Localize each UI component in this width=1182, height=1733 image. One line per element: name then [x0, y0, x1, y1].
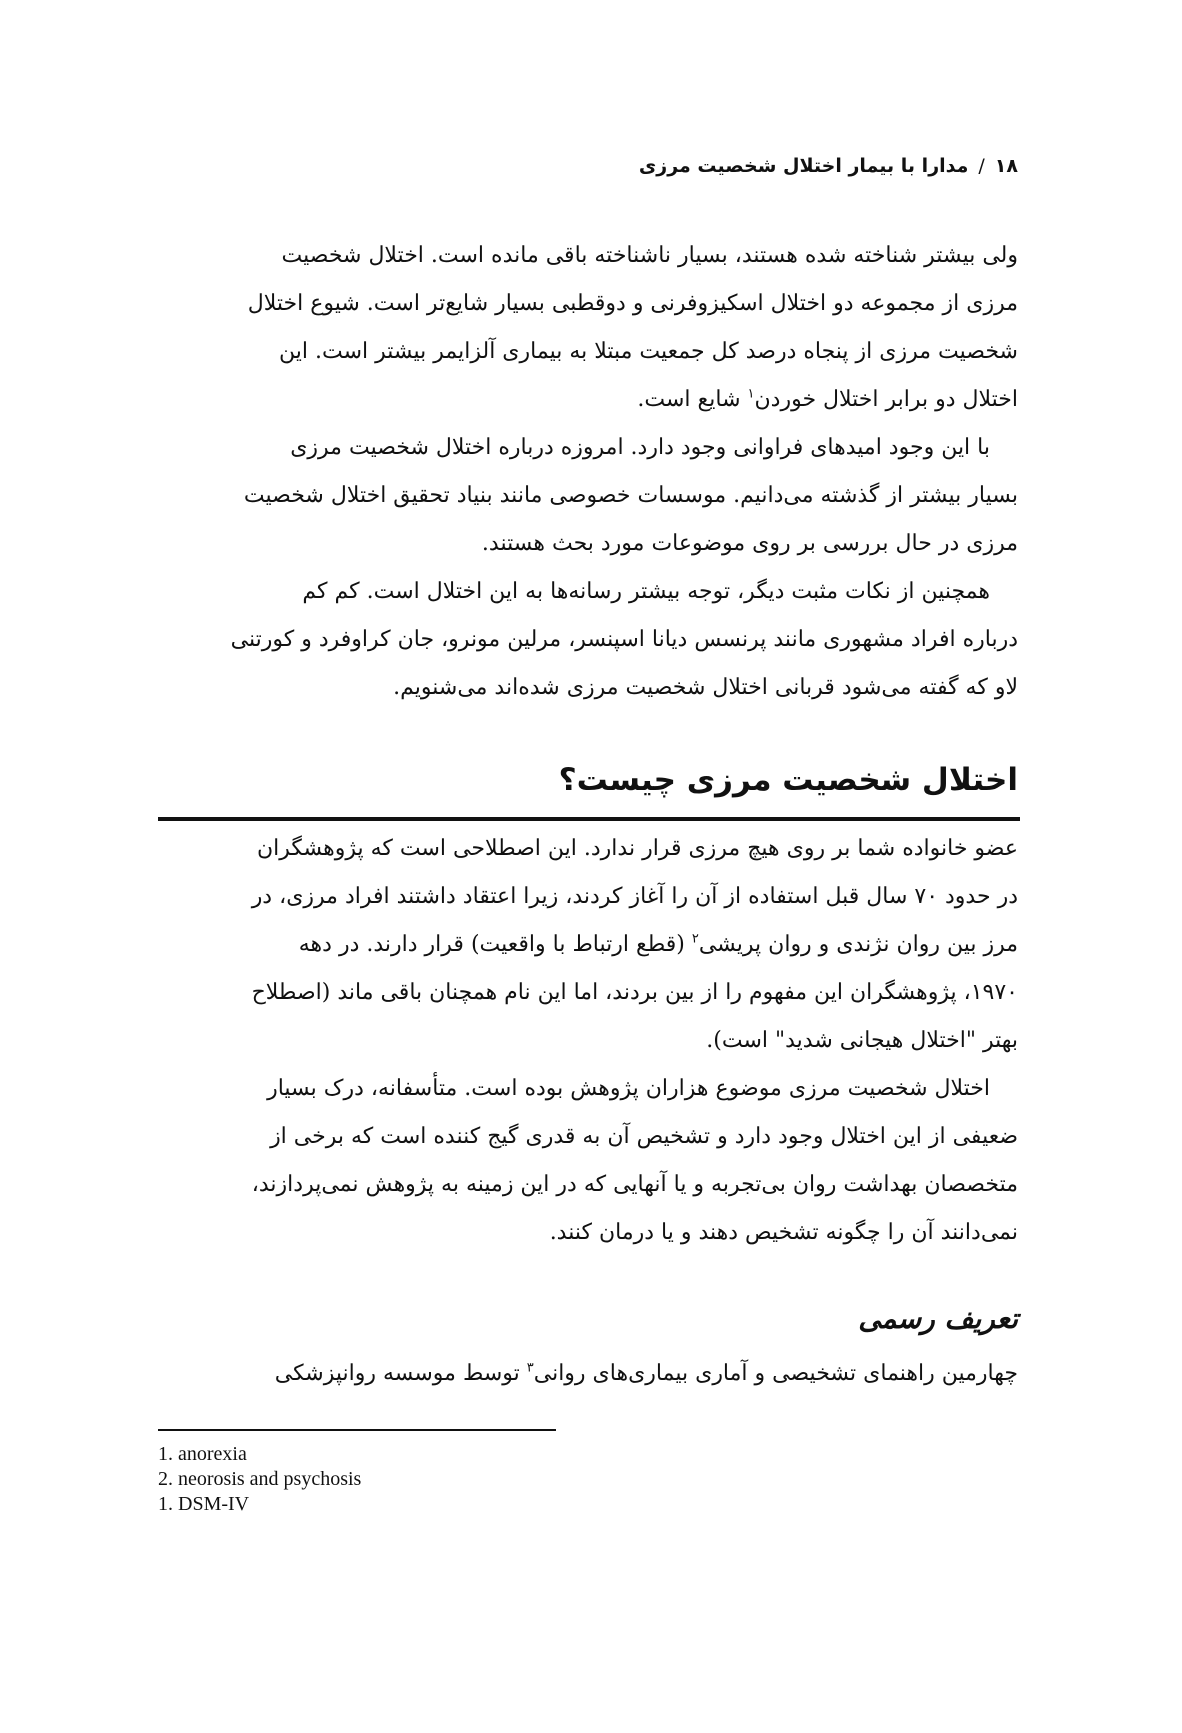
body-line-with-footnote — [158, 376, 1018, 424]
footnotes — [158, 1442, 361, 1517]
book-title: مدارا با بیمار اختلال شخصیت مرزی — [638, 155, 969, 177]
body-line: شخصیت مرزی از پنجاه درصد کل جمعیت مبتلا به بیماری آلزایمر بیشتر است. این — [279, 339, 1018, 364]
body-text: مرز بین روان نژندی و روان پریشی — [698, 932, 1018, 957]
footnote: 2. neorosis and psychosis — [158, 1468, 362, 1490]
body-line: اختلال شخصیت مرزی موضوع هزاران پژوهش بوده است. متأسفانه، درک بسیار — [267, 1076, 990, 1101]
body-line: با این وجود امیدهای فراوانی وجود دارد. امروزه درباره اختلال شخصیت مرزی — [290, 435, 990, 460]
running-header — [639, 155, 1018, 177]
intro-paragraphs — [158, 232, 1018, 712]
body-text: توسط موسسه روانپزشکی — [274, 1361, 527, 1386]
body-line: درباره افراد مشهوری مانند پرنسس دیانا اسپنسر، مرلین مونرو، جان کراوفرد و کورتنی — [230, 627, 1018, 652]
section-heading: اختلال شخصیت مرزی چیست؟ — [558, 762, 1018, 798]
body-line: عضو خانواده شما بر روی هیچ مرزی قرار ندارد. این اصطلاحی است که پژوهشگران — [256, 836, 1018, 861]
body-line: لاو که گفته می‌شود قربانی اختلال شخصیت مرزی شده‌اند می‌شنویم. — [393, 675, 1018, 700]
body-text: (قطع ارتباط با واقعیت) قرار دارند. در دهه — [298, 932, 692, 957]
subsection-paragraph — [158, 1350, 1018, 1398]
body-line-with-footnote — [158, 1350, 1018, 1398]
section-paragraphs — [158, 825, 1018, 1257]
body-line: متخصصان بهداشت روان بی‌تجربه و یا آنهایی که در این زمینه به پژوهش نمی‌پردازند، — [251, 1172, 1018, 1197]
body-line: همچنین از نکات مثبت دیگر، توجه بیشتر رسانه‌ها به این اختلال است. کم کم — [302, 579, 990, 604]
body-line: ولی بیشتر شناخته شده هستند، بسیار ناشناخته باقی مانده است. اختلال شخصیت — [281, 243, 1018, 268]
body-line-with-footnote — [158, 921, 1018, 969]
body-text: اختلال دو برابر اختلال خوردن — [754, 387, 1018, 412]
footnote-marker: ۳ — [526, 1360, 534, 1376]
body-line: نمی‌دانند آن را چگونه تشخیص دهند و یا درمان کنند. — [549, 1220, 1018, 1245]
footnote: 1. anorexia — [158, 1443, 247, 1465]
footnote-marker: ۲ — [691, 931, 699, 947]
page-number: ۱۸ — [994, 155, 1018, 177]
body-line: در حدود ۷۰ سال قبل استفاده از آن را آغاز کردند، زیرا اعتقاد داشتند افراد مرزی، در — [251, 884, 1018, 909]
heading-rule — [158, 817, 1020, 821]
body-line: بهتر "اختلال هیجانی شدید" است). — [706, 1028, 1018, 1053]
footnote-marker: ۱ — [747, 386, 755, 402]
body-line: مرزی از مجموعه دو اختلال اسکیزوفرنی و دوقطبی بسیار شایع‌تر است. شیوع اختلال — [247, 291, 1018, 316]
footnote-rule — [158, 1429, 556, 1431]
subsection-heading: تعریف رسمی — [858, 1302, 1018, 1335]
header-separator: / — [978, 155, 985, 177]
body-line: بسیار بیشتر از گذشته می‌دانیم. موسسات خصوصی مانند بنیاد تحقیق اختلال شخصیت — [243, 483, 1018, 508]
body-text: شایع است. — [637, 387, 748, 412]
body-line: مرزی در حال بررسی بر روی موضوعات مورد بحث هستند. — [481, 531, 1018, 556]
footnote: 1. DSM-IV — [158, 1493, 250, 1515]
body-line: ۱۹۷۰، پژوهشگران این مفهوم را از بین بردند، اما این نام همچنان باقی ماند (اصطلاح — [251, 980, 1018, 1005]
body-line: ضعیفی از این اختلال وجود دارد و تشخیص آن به قدری گیج کننده است که برخی از — [270, 1124, 1018, 1149]
body-text: چهارمین راهنمای تشخیصی و آماری بیماری‌های روانی — [533, 1361, 1018, 1386]
